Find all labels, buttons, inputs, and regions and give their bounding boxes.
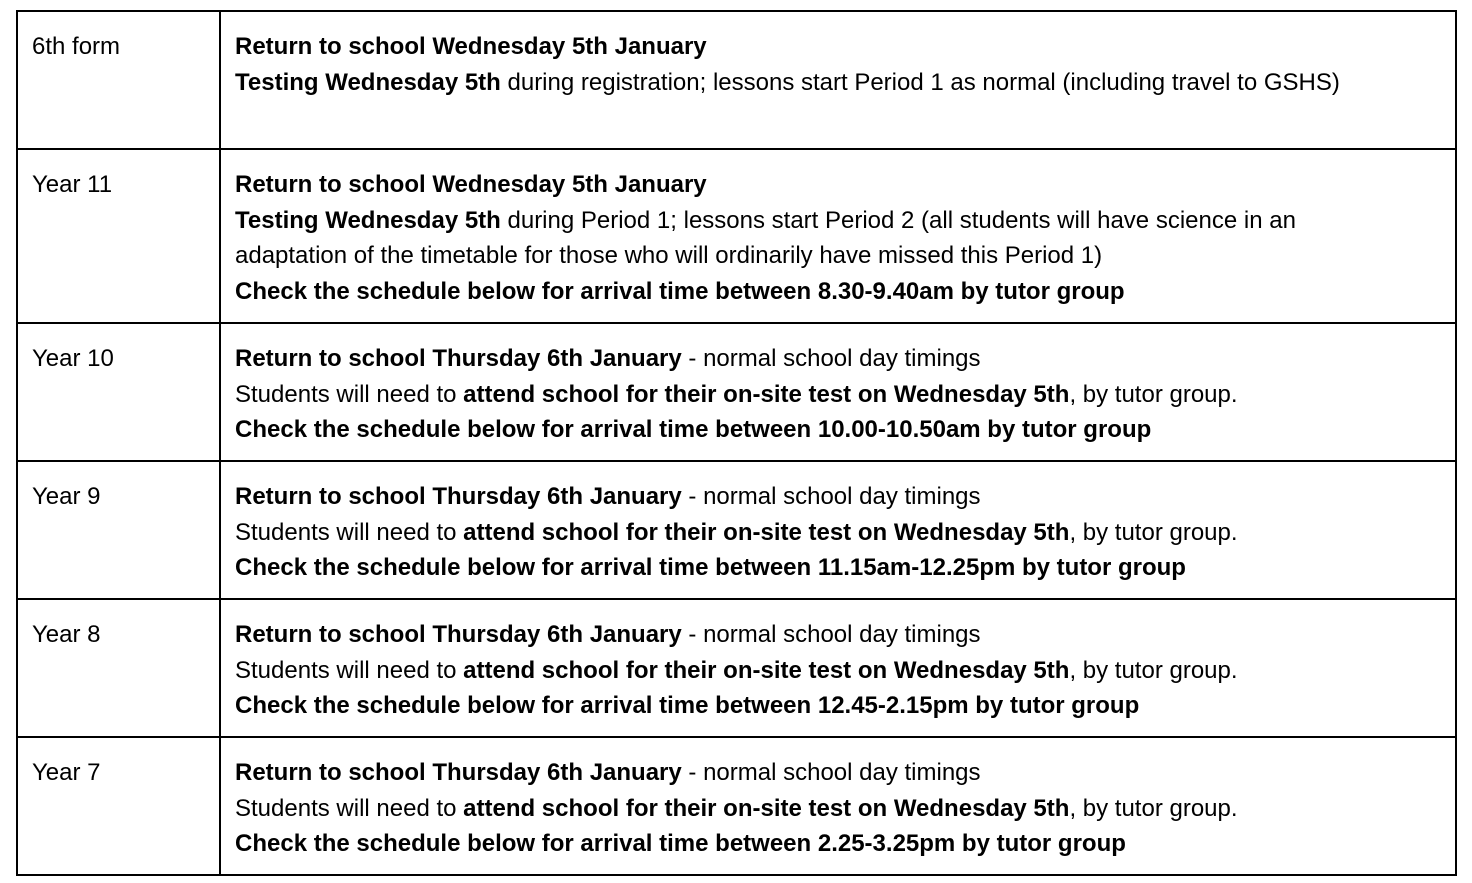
year-group-cell bbox=[17, 599, 220, 737]
year-group-cell bbox=[17, 149, 220, 323]
test-attendance-suffix: , by tutor group. bbox=[1069, 518, 1238, 546]
year-group-cell bbox=[17, 737, 220, 875]
return-note: - normal school day timings bbox=[681, 345, 981, 372]
return-details-cell bbox=[220, 11, 1456, 149]
arrival-time-note: Check the schedule below for arrival time between 2.25-3.25pm by tutor group bbox=[235, 830, 1126, 858]
return-details-cell bbox=[220, 323, 1456, 461]
testing-date: Testing Wednesday 5th bbox=[235, 68, 501, 96]
return-details-cell bbox=[220, 149, 1456, 323]
return-details-cell bbox=[220, 461, 1456, 599]
testing-details-continued: adaptation of the timetable for those who will ordinarily have missed this Period 1) bbox=[235, 242, 1103, 270]
test-attendance-date: attend school for their on-site test on Wednesday 5th bbox=[463, 380, 1070, 408]
return-details-cell bbox=[220, 599, 1456, 737]
table-row bbox=[17, 11, 1456, 149]
test-attendance-date: attend school for their on-site test on Wednesday 5th bbox=[463, 656, 1070, 684]
test-attendance-date: attend school for their on-site test on Wednesday 5th bbox=[463, 794, 1070, 822]
test-attendance-intro: Students will need to bbox=[235, 380, 464, 408]
testing-details: during Period 1; lessons start Period 2 (all students will have science in an bbox=[500, 206, 1296, 234]
year-group-label: Year 11 bbox=[32, 171, 113, 198]
return-note: - normal school day timings bbox=[681, 759, 981, 786]
test-attendance-suffix: , by tutor group. bbox=[1069, 380, 1238, 408]
year-group-label: 6th form bbox=[32, 33, 121, 60]
return-date: Return to school Thursday 6th January bbox=[235, 621, 682, 648]
return-date: Return to school Thursday 6th January bbox=[235, 345, 682, 372]
test-attendance-intro: Students will need to bbox=[235, 794, 464, 822]
arrival-time-note: Check the schedule below for arrival time between 11.15am-12.25pm by tutor group bbox=[235, 554, 1186, 582]
table-row bbox=[17, 461, 1456, 599]
arrival-time-note: Check the schedule below for arrival time between 8.30-9.40am by tutor group bbox=[235, 277, 1125, 305]
testing-details: during registration; lessons start Period 1 as normal (including travel to GSHS) bbox=[500, 68, 1340, 96]
return-date: Return to school Wednesday 5th January bbox=[235, 33, 707, 60]
test-attendance-suffix: , by tutor group. bbox=[1069, 656, 1238, 684]
year-group-label: Year 10 bbox=[32, 345, 114, 372]
test-attendance-intro: Students will need to bbox=[235, 656, 464, 684]
year-group-label: Year 9 bbox=[32, 483, 101, 510]
testing-date: Testing Wednesday 5th bbox=[235, 206, 501, 234]
table-row bbox=[17, 599, 1456, 737]
table-row bbox=[17, 323, 1456, 461]
return-note: - normal school day timings bbox=[681, 483, 981, 510]
year-group-label: Year 8 bbox=[32, 621, 101, 648]
year-group-cell bbox=[17, 323, 220, 461]
arrival-time-note: Check the schedule below for arrival time between 12.45-2.15pm by tutor group bbox=[235, 692, 1140, 720]
year-group-label: Year 7 bbox=[32, 759, 101, 786]
test-attendance-date: attend school for their on-site test on Wednesday 5th bbox=[463, 518, 1070, 546]
test-attendance-suffix: , by tutor group. bbox=[1069, 794, 1238, 822]
return-date: Return to school Thursday 6th January bbox=[235, 483, 682, 510]
arrival-time-note: Check the schedule below for arrival time between 10.00-10.50am by tutor group bbox=[235, 416, 1152, 444]
return-details-cell bbox=[220, 737, 1456, 875]
table-row bbox=[17, 149, 1456, 323]
test-attendance-intro: Students will need to bbox=[235, 518, 464, 546]
return-note: - normal school day timings bbox=[681, 621, 981, 648]
return-schedule-table bbox=[16, 10, 1457, 876]
return-date: Return to school Thursday 6th January bbox=[235, 759, 682, 786]
year-group-cell bbox=[17, 11, 220, 149]
year-group-cell bbox=[17, 461, 220, 599]
return-date: Return to school Wednesday 5th January bbox=[235, 171, 707, 198]
table-row bbox=[17, 737, 1456, 875]
